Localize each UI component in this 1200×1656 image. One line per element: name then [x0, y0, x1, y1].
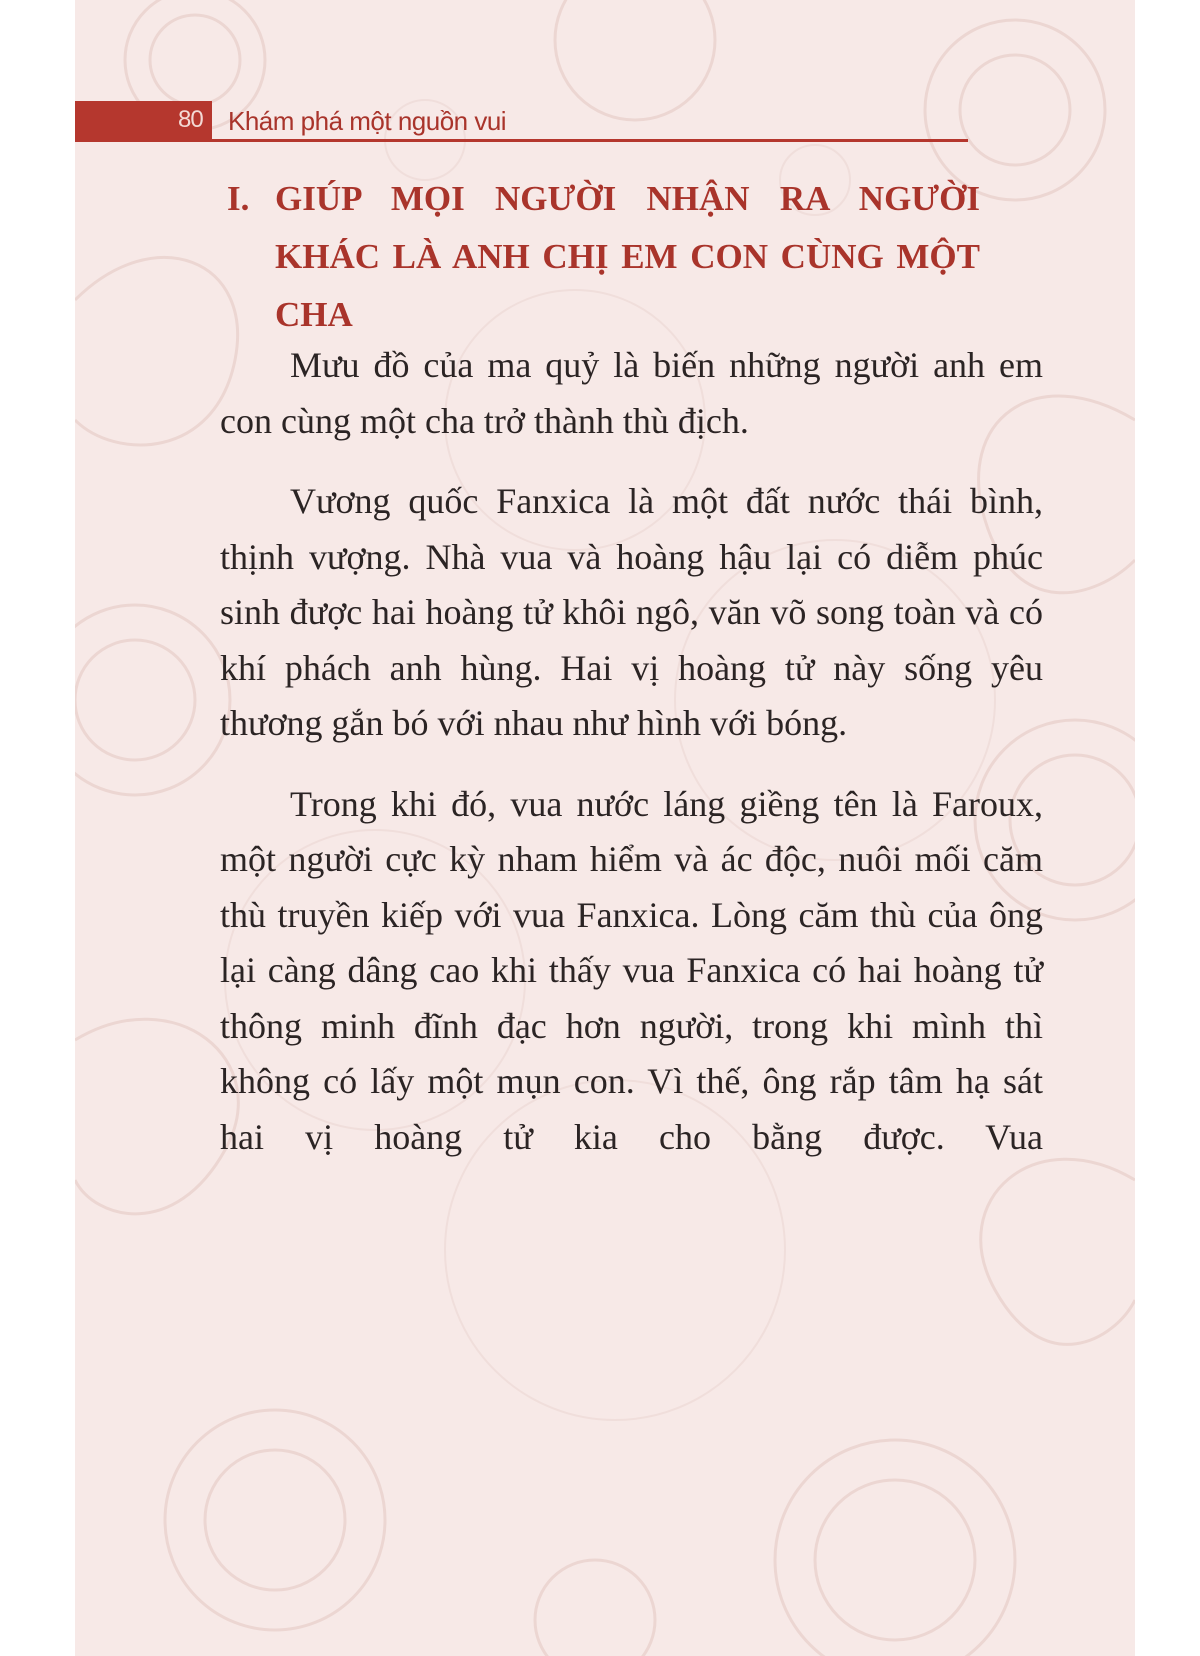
paragraph: Mưu đồ của ma quỷ là biến những người anh em con cùng một cha trở thành thù địch. — [220, 345, 1043, 441]
body-text — [220, 338, 1043, 1165]
book-page — [75, 0, 1135, 1656]
section-title: GIÚP MỌI NGƯỜI NHẬN RA NGƯỜI KHÁC LÀ ANH CHỊ EM CON CÙNG MỘT CHA — [275, 179, 980, 334]
paragraph: Trong khi đó, vua nước láng giềng tên là Faroux, một người cực kỳ nham hiểm và ác độc, nuôi mối căm thù truyền kiếp với vua Fanxica. Lòng căm thù của ông lại càng dâng cao khi thấy vua Fanxica có hai hoàng tử thông minh đĩnh đạc hơn người, trong khi mình thì không có lấy một mụn con. Vì thế, ông rắp tâm hạ sát hai vị hoàng tử kia cho bằng được. Vua — [220, 783, 1043, 1157]
page-number: 80 — [178, 106, 203, 133]
header-rule — [75, 139, 968, 142]
running-title: Khám phá một nguồn vui — [228, 106, 507, 136]
running-header — [75, 101, 968, 141]
section-number: I. — [227, 179, 250, 218]
paragraph: Vương quốc Fanxica là một đất nước thái bình, thịnh vượng. Nhà vua và hoàng hậu lại có diễm phúc sinh được hai hoàng tử khôi ngô, văn võ song toàn và có khí phách anh hùng. Hai vị hoàng tử này sống yêu thương gắn bó với nhau như hình với bóng. — [220, 481, 1043, 743]
